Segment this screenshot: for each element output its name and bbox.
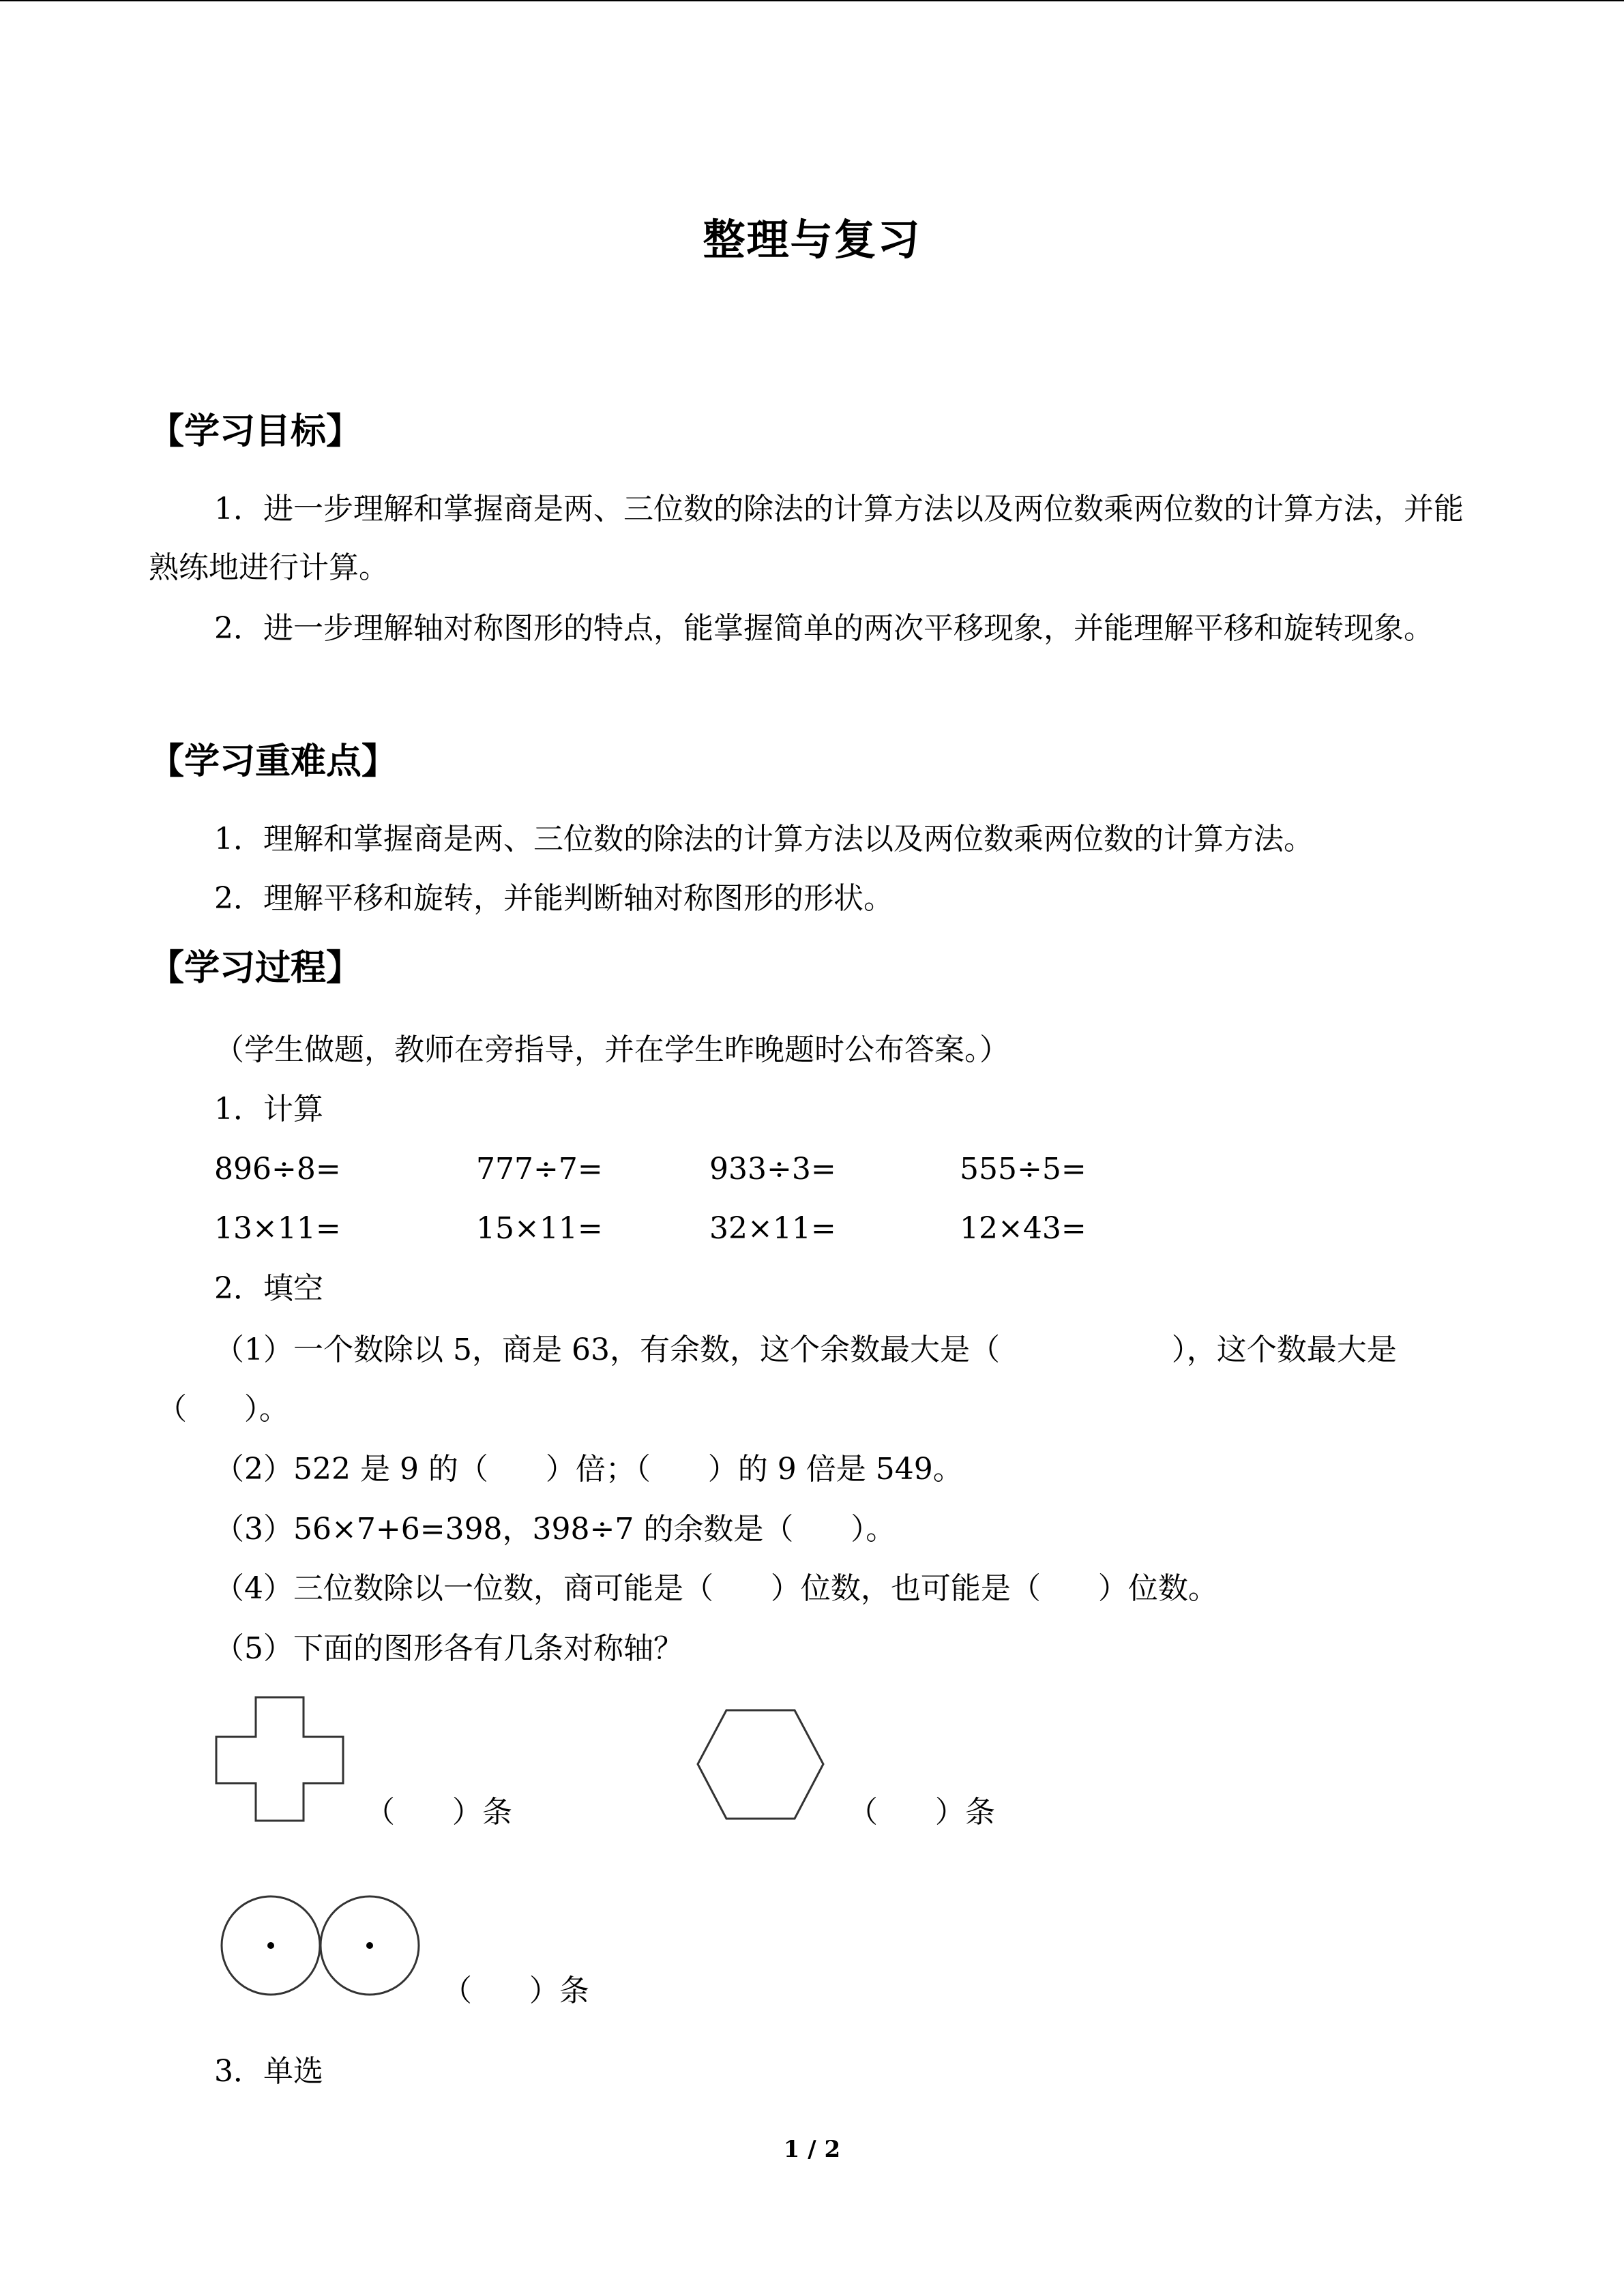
page-title: 整理与复习: [703, 215, 921, 265]
hexagon-shape: [696, 1708, 825, 1821]
process-intro: （学生做题，教师在旁指导，并在学生昨晚题时公布答案。）: [214, 1032, 1009, 1067]
fill-item-1-line1: （1）一个数除以 5，商是 63，有余数，这个余数最大是（ ），这个数最大是: [214, 1332, 1397, 1367]
fill-item-1-line2: （ ）。: [157, 1392, 289, 1427]
key-point-item-1: 1．理解和掌握商是两、三位数的除法的计算方法以及两位数乘两位数的计算方法。: [214, 822, 1314, 856]
objective-item-1: 1．进一步理解和掌握商是两、三位数的除法的计算方法以及两位数乘两位数的计算方法，并能熟练地进行计算。: [149, 492, 1464, 585]
calc-row2-item: 15×11=: [476, 1211, 603, 1246]
question-3-title: 3．单选: [214, 2054, 323, 2089]
key-points-heading: 【学习重难点】: [149, 741, 398, 782]
calc-row2-item: 13×11=: [214, 1211, 341, 1246]
key-point-item-2: 2．理解平移和旋转，并能判断轴对称图形的形状。: [214, 881, 894, 916]
cross-shape: [215, 1696, 344, 1822]
question-2-title: 2．填空: [214, 1271, 323, 1306]
process-heading: 【学习过程】: [149, 947, 362, 989]
calc-row1-item: 933÷3=: [709, 1152, 836, 1187]
calc-row1-item: 777÷7=: [476, 1152, 603, 1187]
question-1-title: 1．计算: [214, 1092, 323, 1127]
calc-row1-item: 896÷8=: [214, 1152, 341, 1187]
fill-item-2: （2）522 是 9 的（ ）倍；（ ）的 9 倍是 549。: [214, 1452, 963, 1487]
fill-item-3: （3）56×7+6=398，398÷7 的余数是（ ）。: [214, 1512, 896, 1547]
objective-item-2: 2．进一步理解轴对称图形的特点，能掌握简单的两次平移现象，并能理解平移和旋转现象。: [214, 611, 1434, 646]
two-circles-shape: [220, 1894, 424, 1999]
fill-item-5: （5）下面的图形各有几条对称轴？: [214, 1631, 683, 1666]
circles-axes-answer: （ ）条: [442, 1973, 589, 2008]
calc-row2-item: 12×43=: [960, 1211, 1087, 1246]
page-number: 1 / 2: [783, 2136, 841, 2163]
cross-axes-answer: （ ）条: [365, 1795, 512, 1830]
fill-item-4: （4）三位数除以一位数，商可能是（ ）位数，也可能是（ ）位数。: [214, 1571, 1218, 1606]
hexagon-axes-answer: （ ）条: [848, 1795, 995, 1830]
objectives-heading: 【学习目标】: [149, 411, 362, 452]
calc-row1-item: 555÷5=: [960, 1152, 1087, 1187]
calc-row2-item: 32×11=: [709, 1211, 836, 1246]
